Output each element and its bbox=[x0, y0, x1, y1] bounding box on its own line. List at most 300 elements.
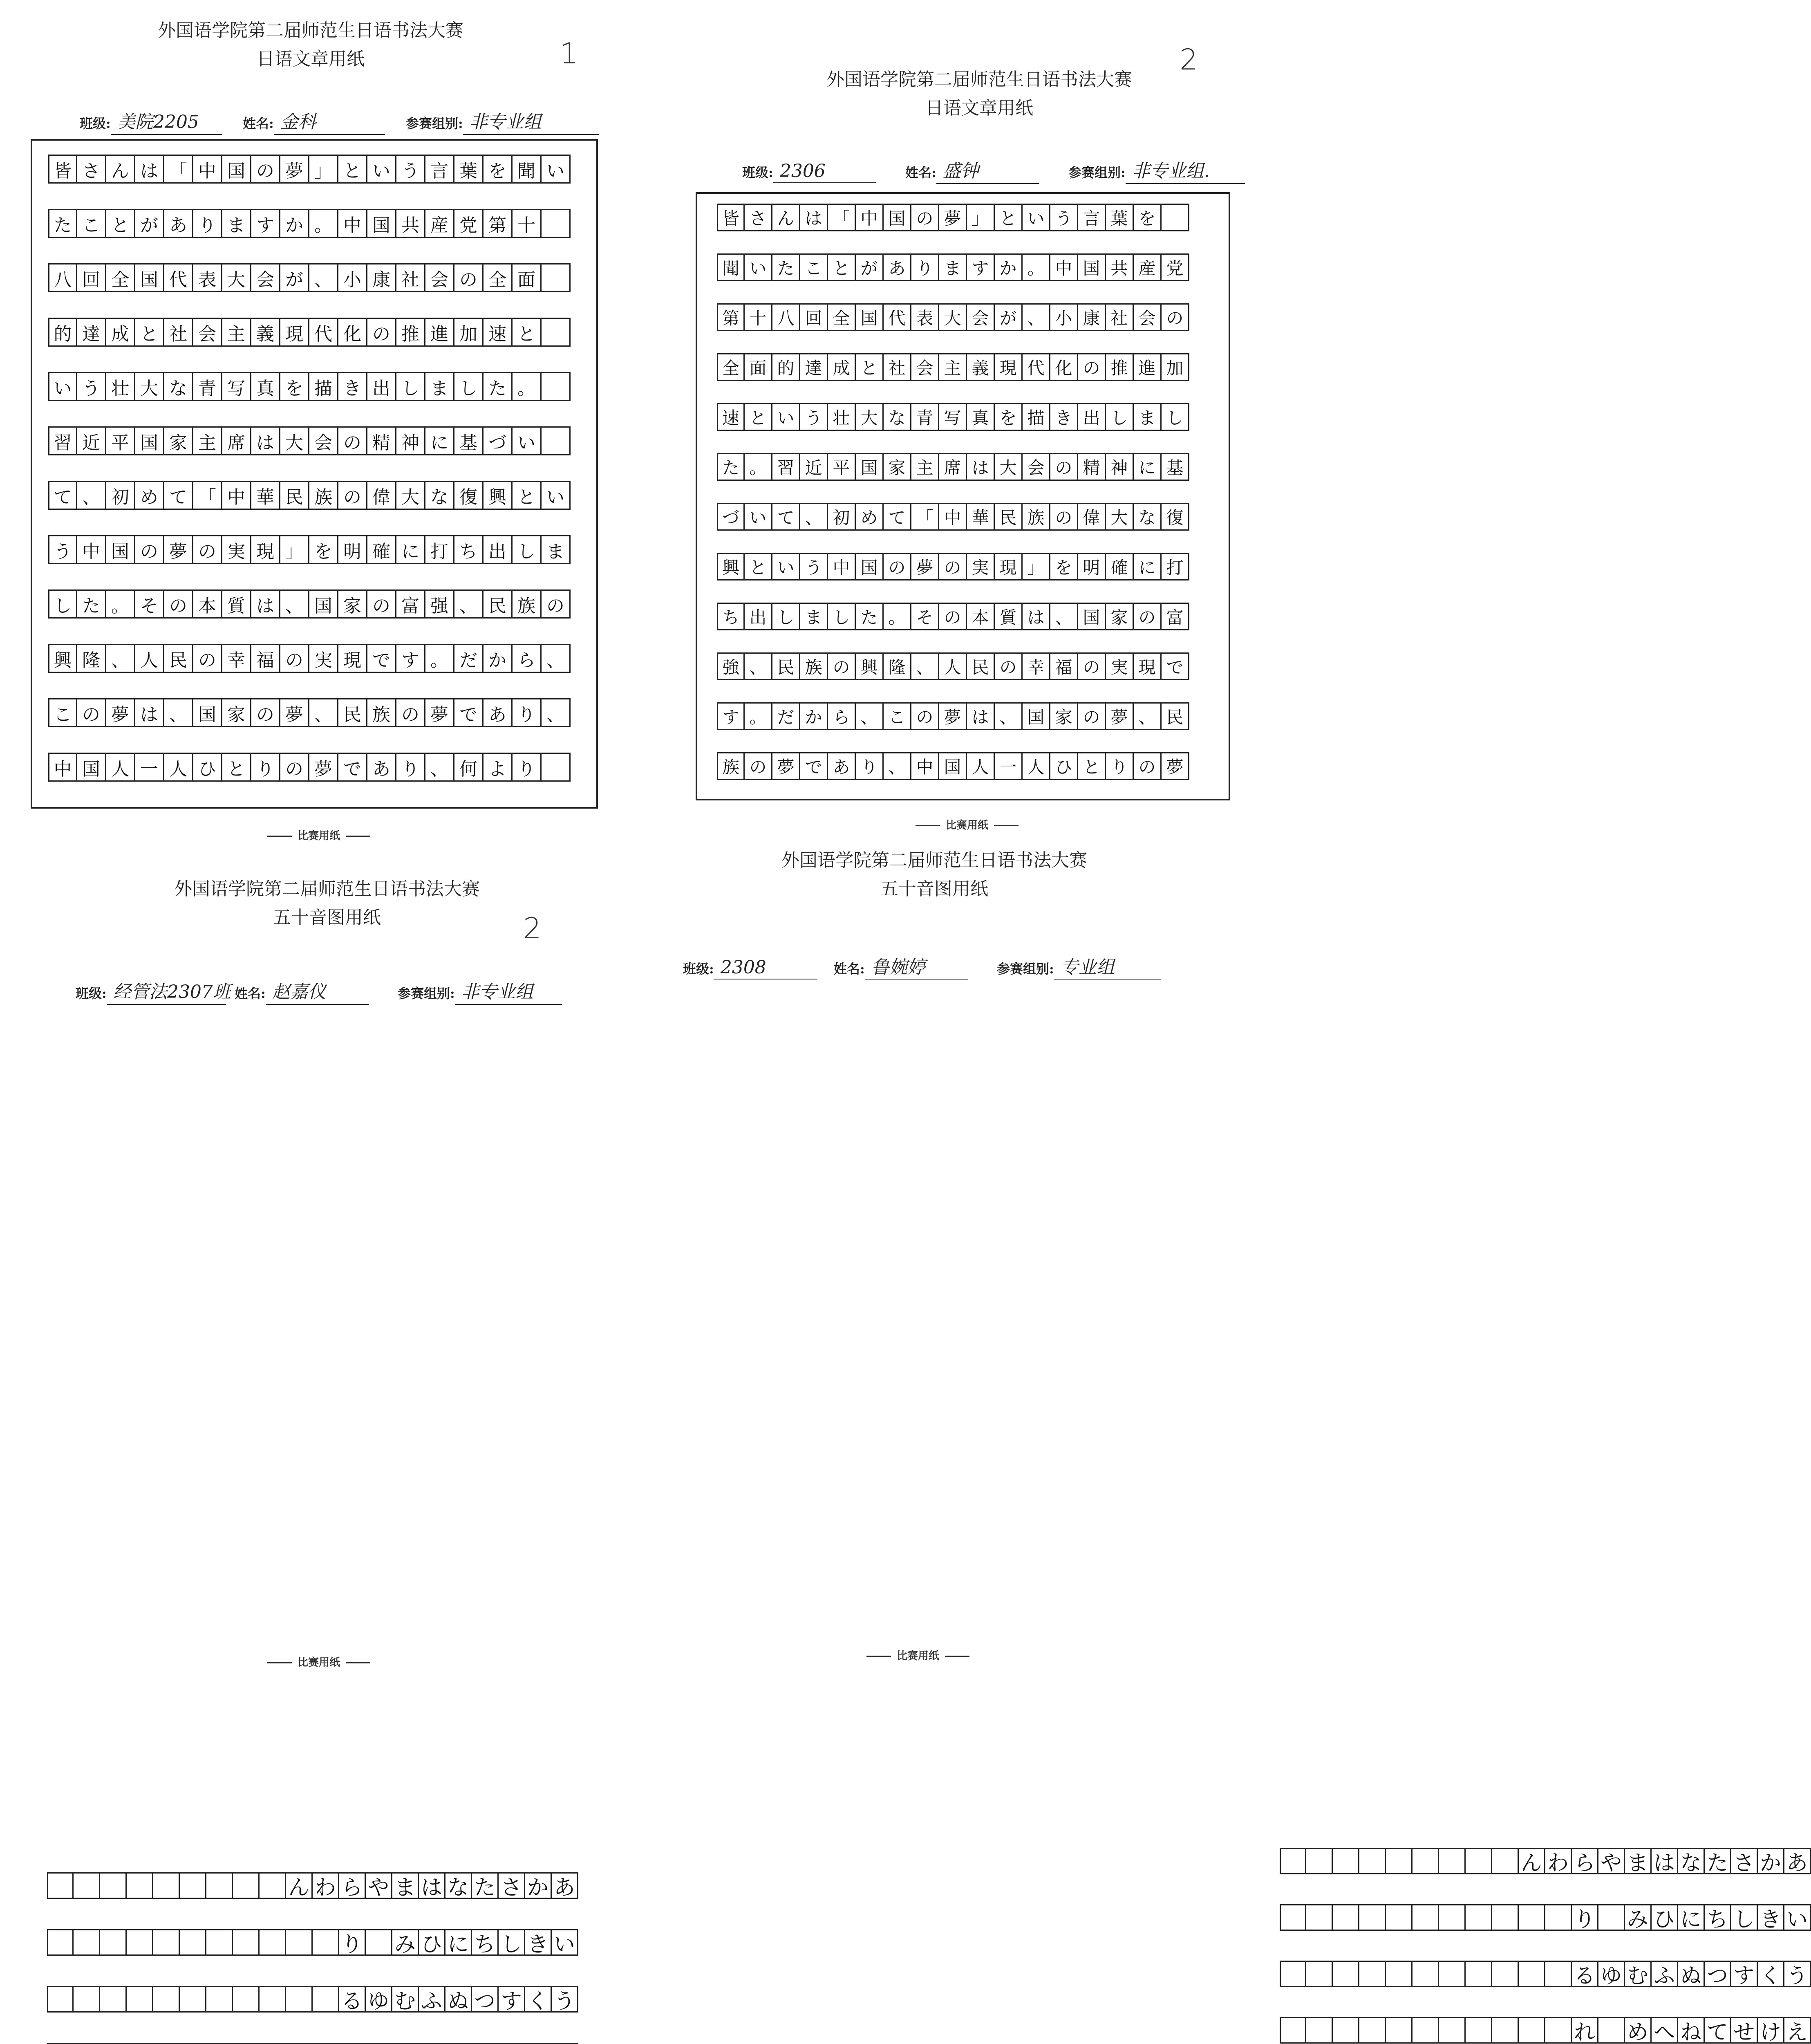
grid-cell: 速 bbox=[484, 318, 513, 347]
grid-cell: の bbox=[1134, 603, 1162, 630]
grid-cell: て bbox=[48, 481, 77, 510]
grid-cell: り bbox=[513, 753, 542, 782]
grid-cell: 基 bbox=[1162, 453, 1189, 481]
grid-cell bbox=[1386, 1848, 1413, 1874]
grid-cell bbox=[542, 426, 571, 455]
grid-cell: 席 bbox=[939, 453, 967, 481]
grid-cell: 强 bbox=[425, 589, 454, 619]
grid-cell bbox=[1359, 1961, 1386, 1987]
grid-cell: く bbox=[525, 1986, 552, 2013]
grid-cell: 福 bbox=[1050, 652, 1078, 680]
grid-cell bbox=[1545, 1904, 1572, 1931]
grid-cell: の bbox=[338, 481, 367, 510]
grid-cell: 中 bbox=[828, 553, 856, 580]
grid-cell: 壮 bbox=[828, 403, 856, 431]
grid-cell: 興 bbox=[717, 553, 745, 580]
grid-cell bbox=[127, 1986, 153, 2013]
grid-cell: の bbox=[1050, 503, 1078, 531]
grid-cell bbox=[1359, 1904, 1386, 1931]
grid-cell: 民 bbox=[280, 481, 309, 510]
entrant-info bbox=[80, 107, 599, 135]
grid-cell: あ bbox=[164, 209, 193, 238]
grid-cell: る bbox=[339, 1986, 366, 2013]
grid-cell: う bbox=[552, 1986, 578, 2013]
grid-cell: と bbox=[513, 481, 542, 510]
grid-cell: て bbox=[884, 503, 911, 531]
group-label: 参赛组别: bbox=[405, 116, 463, 131]
grid-cell: か bbox=[800, 702, 828, 730]
grid-cell: し bbox=[1731, 1904, 1758, 1931]
grid-cell: わ bbox=[1545, 1848, 1572, 1874]
grid-cell: は bbox=[1652, 1848, 1678, 1874]
grid-cell: 表 bbox=[911, 303, 939, 331]
footer-label: 比赛用纸 bbox=[298, 830, 340, 842]
grid-cell: 会 bbox=[425, 263, 454, 292]
grid-cell: 聞 bbox=[717, 253, 745, 281]
grid-cell: 習 bbox=[772, 453, 800, 481]
grid-cell bbox=[206, 1986, 233, 2013]
grid-cell: 家 bbox=[884, 453, 911, 481]
sheet-footer bbox=[910, 817, 1024, 832]
grid-cell: 。 bbox=[513, 372, 542, 401]
grid-cell: か bbox=[484, 644, 513, 673]
grid-cell: ひ bbox=[1050, 752, 1078, 780]
grid-cell: し bbox=[772, 603, 800, 630]
grid-cell: 回 bbox=[800, 303, 828, 331]
grid-cell bbox=[1386, 2017, 1413, 2044]
grid-cell bbox=[1492, 1904, 1519, 1931]
grid-cell bbox=[1280, 1848, 1306, 1874]
grid-cell: せ bbox=[1731, 2017, 1758, 2044]
grid-cell: 大 bbox=[280, 426, 309, 455]
grid-cell: 夢 bbox=[425, 698, 454, 727]
grid-cell: り bbox=[1106, 752, 1134, 780]
grid-cell: 家 bbox=[164, 426, 193, 455]
grid-cell: と bbox=[828, 253, 856, 281]
grid-cell: し bbox=[513, 535, 542, 564]
grid-cell: の bbox=[1134, 752, 1162, 780]
grid-cell: 夢 bbox=[280, 155, 309, 184]
grid-cell: 確 bbox=[367, 535, 396, 564]
grid-cell: 、 bbox=[800, 503, 828, 531]
footer-label: 比赛用纸 bbox=[946, 819, 989, 831]
grid-cell: 国 bbox=[135, 426, 164, 455]
grid-cell: う bbox=[800, 403, 828, 431]
grid-cell: あ bbox=[828, 752, 856, 780]
grid-cell: 回 bbox=[77, 263, 106, 292]
grid-cell: た bbox=[772, 253, 800, 281]
grid-cell: ん bbox=[286, 1872, 313, 1899]
grid-cell bbox=[1519, 1904, 1545, 1931]
grid-row bbox=[717, 503, 1189, 531]
grid-cell: 人 bbox=[135, 644, 164, 673]
grid-cell: 社 bbox=[1106, 303, 1134, 331]
grid-cell: い bbox=[552, 1929, 578, 1956]
grid-cell: 主 bbox=[222, 318, 251, 347]
grid-cell: つ bbox=[1705, 1961, 1731, 1987]
grid-cell: か bbox=[525, 1872, 552, 1899]
grid-cell bbox=[1519, 1961, 1545, 1987]
grid-cell: の bbox=[367, 318, 396, 347]
grid-cell: う bbox=[396, 155, 425, 184]
grid-cell: と bbox=[513, 318, 542, 347]
grid-cell: 、 bbox=[856, 702, 884, 730]
grid-cell: 家 bbox=[338, 589, 367, 619]
grid-cell: 族 bbox=[513, 589, 542, 619]
grid-cell: な bbox=[445, 1872, 472, 1899]
grid-cell: 葉 bbox=[454, 155, 484, 184]
grid-cell: 国 bbox=[309, 589, 338, 619]
grid-cell bbox=[366, 1929, 392, 1956]
grid-cell: 現 bbox=[280, 318, 309, 347]
class-label: 班级: bbox=[80, 116, 111, 131]
grid-cell bbox=[47, 1872, 74, 1899]
grid-cell: と bbox=[745, 553, 772, 580]
grid-cell: る bbox=[1572, 1961, 1598, 1987]
grid-cell bbox=[180, 1929, 206, 1956]
grid-cell: 成 bbox=[828, 353, 856, 381]
grid-cell: 偉 bbox=[1078, 503, 1106, 531]
grid-cell bbox=[1306, 2017, 1333, 2044]
grid-cell bbox=[542, 372, 571, 401]
grid-cell: 隆 bbox=[884, 652, 911, 680]
grid-cell: い bbox=[542, 481, 571, 510]
sheet-title bbox=[123, 875, 531, 932]
grid-cell: け bbox=[1758, 2017, 1784, 2044]
grid-cell bbox=[206, 1872, 233, 1899]
grid-cell: 国 bbox=[1023, 702, 1050, 730]
grid-cell: う bbox=[800, 553, 828, 580]
grid-row bbox=[717, 702, 1189, 730]
grid-row bbox=[717, 652, 1189, 680]
grid-row bbox=[1280, 2017, 1811, 2044]
grid-cell: の bbox=[251, 698, 280, 727]
grid-cell: 神 bbox=[1106, 453, 1134, 481]
grid-cell: う bbox=[48, 535, 77, 564]
grid-cell: 国 bbox=[135, 263, 164, 292]
title-line-2: 日语文章用纸 bbox=[925, 98, 1033, 119]
grid-cell: 」 bbox=[1023, 553, 1050, 580]
grid-cell: 初 bbox=[106, 481, 135, 510]
grid-cell: と bbox=[856, 353, 884, 381]
grid-cell: 族 bbox=[1023, 503, 1050, 531]
grid-cell bbox=[1333, 2017, 1359, 2044]
grid-cell: あ bbox=[484, 698, 513, 727]
grid-cell bbox=[153, 1872, 180, 1899]
grid-cell: う bbox=[77, 372, 106, 401]
grid-cell: 出 bbox=[1078, 403, 1106, 431]
page-mark: 1 bbox=[560, 37, 578, 70]
grid-cell: た bbox=[472, 1872, 499, 1899]
grid-cell: 十 bbox=[745, 303, 772, 331]
grid-cell: 近 bbox=[77, 426, 106, 455]
grid-cell: 産 bbox=[1134, 253, 1162, 281]
page-mark: 2 bbox=[1180, 43, 1198, 76]
entrant-info bbox=[683, 953, 1161, 980]
group-value: 专业组 bbox=[1054, 953, 1161, 980]
grid-cell: た bbox=[856, 603, 884, 630]
grid-cell: ゆ bbox=[1598, 1961, 1625, 1987]
grid-cell: の bbox=[280, 644, 309, 673]
grid-cell: り bbox=[1572, 1904, 1598, 1931]
grid-cell bbox=[1413, 1961, 1439, 1987]
grid-cell: を bbox=[484, 155, 513, 184]
grid-cell: 、 bbox=[77, 481, 106, 510]
grid-cell: を bbox=[1134, 204, 1162, 231]
grid-cell: ん bbox=[772, 204, 800, 231]
grid-cell: ね bbox=[1678, 2017, 1705, 2044]
grid-cell: 興 bbox=[48, 644, 77, 673]
grid-cell: の bbox=[454, 263, 484, 292]
page-mark: 2 bbox=[523, 912, 542, 945]
grid-cell: は bbox=[967, 702, 995, 730]
grid-cell: 「 bbox=[164, 155, 193, 184]
grid-cell: の bbox=[542, 589, 571, 619]
grid-cell bbox=[542, 318, 571, 347]
grid-cell: ふ bbox=[419, 1986, 445, 2013]
grid-cell: 」 bbox=[280, 535, 309, 564]
grid-cell: た bbox=[77, 589, 106, 619]
grid-cell: 八 bbox=[772, 303, 800, 331]
group-value: 非专业组 bbox=[455, 977, 562, 1005]
grid-cell: 大 bbox=[396, 481, 425, 510]
grid-cell: す bbox=[499, 1986, 525, 2013]
grid-cell: す bbox=[967, 253, 995, 281]
grid-cell: 復 bbox=[454, 481, 484, 510]
grid-cell bbox=[1306, 1904, 1333, 1931]
grid-cell: は bbox=[251, 589, 280, 619]
grid-cell: 家 bbox=[1050, 702, 1078, 730]
grid-cell bbox=[542, 753, 571, 782]
class-value: 2306 bbox=[773, 161, 876, 183]
grid-cell: 人 bbox=[939, 652, 967, 680]
grid-cell: 、 bbox=[1050, 603, 1078, 630]
grid-cell: と bbox=[745, 403, 772, 431]
grid-cell: 皆 bbox=[48, 155, 77, 184]
grid-cell: 偉 bbox=[367, 481, 396, 510]
grid-cell: 化 bbox=[338, 318, 367, 347]
grid-cell: 席 bbox=[222, 426, 251, 455]
grid-row bbox=[48, 698, 571, 727]
grid-cell: 出 bbox=[484, 535, 513, 564]
grid-cell: 民 bbox=[338, 698, 367, 727]
kana-sheet-1 bbox=[0, 838, 628, 2014]
grid-cell: の bbox=[745, 752, 772, 780]
grid-cell: 国 bbox=[884, 204, 911, 231]
grid-cell: で bbox=[1162, 652, 1189, 680]
grid-cell bbox=[100, 1929, 127, 1956]
grid-cell: り bbox=[251, 753, 280, 782]
grid-cell: そ bbox=[135, 589, 164, 619]
name-value: 赵嘉仪 bbox=[266, 977, 369, 1005]
grid-cell: み bbox=[392, 1929, 419, 1956]
grid-cell: 族 bbox=[717, 752, 745, 780]
grid-cell: に bbox=[396, 535, 425, 564]
grid-row bbox=[48, 535, 571, 564]
grid-cell: ま bbox=[939, 253, 967, 281]
grid-cell: ら bbox=[1572, 1848, 1598, 1874]
grid-cell bbox=[1466, 1848, 1492, 1874]
grid-cell: 面 bbox=[513, 263, 542, 292]
grid-cell: 進 bbox=[1134, 353, 1162, 381]
grid-cell bbox=[1598, 1904, 1625, 1931]
grid-cell: ち bbox=[717, 603, 745, 630]
grid-cell: 青 bbox=[193, 372, 222, 401]
grid-cell: す bbox=[1731, 1961, 1758, 1987]
grid-cell: 神 bbox=[396, 426, 425, 455]
grid-cell: と bbox=[222, 753, 251, 782]
grid-cell bbox=[100, 1986, 127, 2013]
grid-cell: 国 bbox=[1078, 253, 1106, 281]
class-value: 2308 bbox=[714, 957, 817, 979]
kana-sheet-2 bbox=[628, 838, 1808, 2044]
grid-cell bbox=[1306, 1848, 1333, 1874]
grid-cell: 人 bbox=[106, 753, 135, 782]
grid-cell: ん bbox=[106, 155, 135, 184]
name-value: 金科 bbox=[274, 107, 385, 135]
grid-cell: 国 bbox=[367, 209, 396, 238]
grid-cell bbox=[313, 1929, 339, 1956]
grid-cell: 、 bbox=[1023, 303, 1050, 331]
grid-cell: 小 bbox=[338, 263, 367, 292]
grid-cell bbox=[233, 1929, 260, 1956]
grid-row bbox=[48, 481, 571, 510]
grid-cell bbox=[127, 1929, 153, 1956]
grid-cell bbox=[1162, 204, 1189, 231]
grid-cell: 中 bbox=[911, 752, 939, 780]
grid-cell: 国 bbox=[1078, 603, 1106, 630]
grid-cell: に bbox=[425, 426, 454, 455]
grid-cell: 中 bbox=[77, 535, 106, 564]
grid-cell: 義 bbox=[251, 318, 280, 347]
grid-row bbox=[48, 753, 571, 782]
grid-row bbox=[48, 155, 571, 184]
grid-cell: な bbox=[425, 481, 454, 510]
grid-row bbox=[48, 644, 571, 673]
grid-cell: れ bbox=[1572, 2017, 1598, 2044]
grid-cell: 写 bbox=[222, 372, 251, 401]
grid-cell: 精 bbox=[1078, 453, 1106, 481]
grid-cell: 夢 bbox=[106, 698, 135, 727]
sheet-footer bbox=[861, 1647, 975, 1663]
grid-row bbox=[47, 1872, 578, 1899]
grid-cell: 現 bbox=[995, 553, 1023, 580]
grid-cell: 全 bbox=[106, 263, 135, 292]
grid-cell: は bbox=[1023, 603, 1050, 630]
grid-cell: の bbox=[193, 535, 222, 564]
grid-cell: 中 bbox=[939, 503, 967, 531]
grid-row bbox=[48, 263, 571, 292]
grid-cell: 会 bbox=[251, 263, 280, 292]
grid-cell: 人 bbox=[967, 752, 995, 780]
grid-cell: り bbox=[193, 209, 222, 238]
grid-cell: 夢 bbox=[1106, 702, 1134, 730]
grid-cell: づ bbox=[484, 426, 513, 455]
grid-cell: こ bbox=[77, 209, 106, 238]
grid-cell bbox=[1359, 2017, 1386, 2044]
grid-cell: 国 bbox=[222, 155, 251, 184]
grid-cell: す bbox=[717, 702, 745, 730]
grid-cell: 描 bbox=[1023, 403, 1050, 431]
grid-cell: 民 bbox=[995, 503, 1023, 531]
grid-cell: が bbox=[856, 253, 884, 281]
grid-cell bbox=[153, 1986, 180, 2013]
grid-cell: 国 bbox=[939, 752, 967, 780]
grid-cell: ふ bbox=[1652, 1961, 1678, 1987]
grid-cell: 一 bbox=[995, 752, 1023, 780]
grid-cell: 会 bbox=[1023, 453, 1050, 481]
grid-cell bbox=[1386, 1961, 1413, 1987]
grid-cell: 大 bbox=[135, 372, 164, 401]
grid-cell: な bbox=[1134, 503, 1162, 531]
grid-cell: 出 bbox=[367, 372, 396, 401]
grid-cell: 中 bbox=[222, 481, 251, 510]
grid-cell: 葉 bbox=[1106, 204, 1134, 231]
grid-cell: 。 bbox=[425, 644, 454, 673]
grid-cell: き bbox=[1050, 403, 1078, 431]
grid-cell bbox=[1333, 1961, 1359, 1987]
grid-cell: め bbox=[1625, 2017, 1652, 2044]
grid-row bbox=[48, 589, 571, 619]
grid-cell: 大 bbox=[1106, 503, 1134, 531]
grid-cell: 平 bbox=[106, 426, 135, 455]
grid-cell: 化 bbox=[1050, 353, 1078, 381]
grid-cell bbox=[1466, 1904, 1492, 1931]
grid-cell: 大 bbox=[995, 453, 1023, 481]
grid-cell: は bbox=[967, 453, 995, 481]
grid-cell: ま bbox=[425, 372, 454, 401]
grid-cell bbox=[233, 1986, 260, 2013]
grid-cell: く bbox=[1758, 1961, 1784, 1987]
grid-cell: や bbox=[366, 1872, 392, 1899]
grid-cell: で bbox=[454, 698, 484, 727]
grid-cell: の bbox=[939, 603, 967, 630]
grid-cell: 代 bbox=[884, 303, 911, 331]
grid-cell bbox=[1280, 1961, 1306, 1987]
grid-cell: 国 bbox=[77, 753, 106, 782]
grid-cell: の bbox=[1078, 652, 1106, 680]
grid-cell: 強 bbox=[717, 652, 745, 680]
grid-cell bbox=[1492, 1848, 1519, 1874]
essay-sheet-1 bbox=[0, 0, 628, 842]
grid-cell: の bbox=[280, 753, 309, 782]
grid-cell: 、 bbox=[309, 698, 338, 727]
grid-cell: 富 bbox=[1162, 603, 1189, 630]
grid-cell: 代 bbox=[309, 318, 338, 347]
grid-row bbox=[48, 372, 571, 401]
grid-cell: 「 bbox=[911, 503, 939, 531]
grid-cell: 質 bbox=[995, 603, 1023, 630]
grid-cell: に bbox=[1678, 1904, 1705, 1931]
grid-cell: 実 bbox=[967, 553, 995, 580]
grid-cell: 初 bbox=[828, 503, 856, 531]
grid-cell: 民 bbox=[1162, 702, 1189, 730]
grid-cell: の bbox=[939, 553, 967, 580]
grid-cell: し bbox=[1106, 403, 1134, 431]
grid-cell bbox=[100, 1872, 127, 1899]
grid-cell bbox=[1280, 2017, 1306, 2044]
grid-cell bbox=[286, 1986, 313, 2013]
grid-row bbox=[48, 426, 571, 455]
grid-row bbox=[47, 1929, 578, 1956]
grid-cell: 現 bbox=[995, 353, 1023, 381]
grid-cell: 華 bbox=[251, 481, 280, 510]
grid-cell: 面 bbox=[745, 353, 772, 381]
grid-cell: た bbox=[48, 209, 77, 238]
grid-cell: 平 bbox=[828, 453, 856, 481]
grid-cell: が bbox=[280, 263, 309, 292]
grid-cell bbox=[1280, 1904, 1306, 1931]
